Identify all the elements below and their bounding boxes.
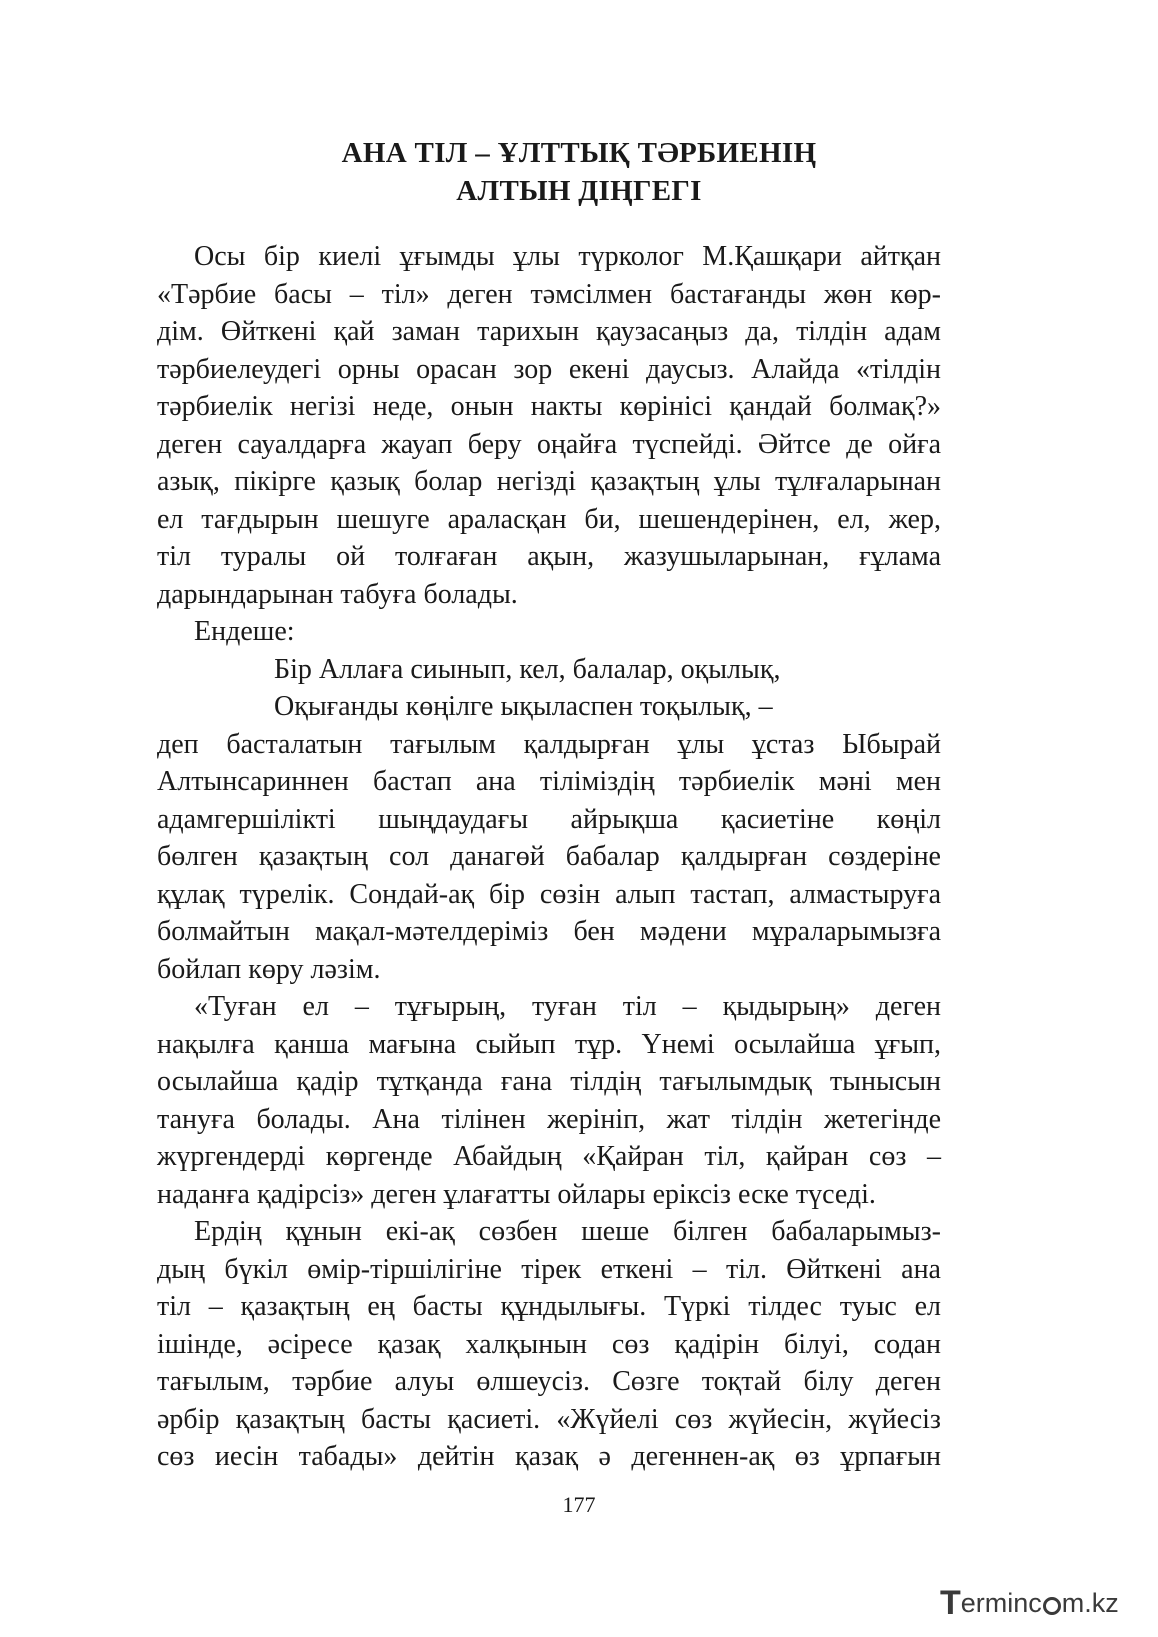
site-watermark [940, 1583, 1150, 1623]
text-line: ел тағдырын шешуге араласқан би, шешендерінен, ел, жер, [157, 503, 941, 535]
text-line: ішінде, әсіресе қазақ халқынын сөз қадірін білуі, содан [157, 1328, 941, 1360]
watermark-text-1: erminc [960, 1588, 1042, 1618]
body-text [157, 238, 941, 1476]
text-line: бойлап көру ләзім. [157, 953, 381, 985]
text-line: жүргендерді көргенде Абайдың «Қайран тіл, қайран сөз – [157, 1141, 941, 1172]
page-number: 177 [562, 1492, 596, 1517]
watermark-o-circle [1043, 1597, 1061, 1615]
text-line: әрбір қазақтың басты қасиеті. «Жүйелі сөз жүйесін, жүйесіз [157, 1403, 941, 1435]
text-line: Ендеше: [194, 616, 295, 647]
chapter-title [0, 134, 1158, 210]
text-line: дың бүкіл өмір-тіршілігіне тірек еткені – тіл. Өйткені ана [157, 1253, 941, 1285]
watermark-initial: T [940, 1584, 961, 1622]
text-line: осылайша қадір тұтқанда ғана тілдің тағылымдық тынысын [157, 1066, 941, 1097]
text-line: адамгершілікті шыңдаудағы айрықша қасиетіне көңіл [157, 803, 941, 835]
poem-line: Оқығанды көңілге ықыласпен тоқылық, – [274, 691, 773, 722]
text-line: дім. Өйткені қай заман тарихын қаузасаңыз да, тілдін адам [157, 316, 941, 347]
text-line: дарындарынан табуға болады. [157, 578, 518, 610]
text-line: деп басталатын тағылым қалдырған ұлы ұстаз Ыбырай [157, 728, 941, 760]
text-line: сөз иесін табады» дейтін қазақ ә дегеннен-ақ өз ұрпағын [157, 1441, 941, 1472]
watermark-text-2: m.kz [1061, 1588, 1119, 1618]
text-line: азық, пікірге қазық болар негізді қазақтың ұлы тұлғаларынан [157, 466, 941, 497]
text-line: тіл туралы ой толғаған ақын, жазушыларынан, ғұлама [157, 541, 941, 572]
text-line: «Тәрбие басы – тіл» деген тәмсілмен бастағанды жөн көр- [157, 278, 941, 310]
text-line: Осы бір киелі ұғымды ұлы түрколог М.Қашқари айтқан [194, 241, 941, 272]
text-line: Ердің құнын екі-ақ сөзбен шеше білген бабаларымыз- [194, 1216, 941, 1247]
chapter-title-line-1: АНА ТІЛ – ҰЛТТЫҚ ТӘРБИЕНІҢ [341, 137, 817, 169]
text-line: тәрбиелеудегі орны орасан зор екені даусыз. Алайда «тілдін [157, 353, 941, 385]
text-line: болмайтын мақал-мәтелдеріміз бен мәдени мұраларымызға [157, 916, 941, 947]
text-line: құлақ түрелік. Сондай-ақ бір сөзін алып тастап, алмастыруға [157, 878, 941, 910]
text-line: тәрбиелік негізі неде, онын накты көрінісі қандай болмақ?» [157, 391, 941, 422]
text-line: бөлген қазақтың сол данагөй бабалар қалдырған сөздеріне [157, 841, 941, 872]
text-line: тағылым, тәрбие алуы өлшеусіз. Сөзге тоқтай білу деген [157, 1366, 941, 1397]
text-line: нақылға қанша мағына сыйып тұр. Үнемі осылайша ұғып, [157, 1028, 941, 1060]
text-line: тануға болады. Ана тілінен жерініп, жат тілдін жетегінде [157, 1103, 941, 1135]
chapter-title-line-2: АЛТЫН ДІҢГЕГІ [456, 175, 702, 207]
text-line: «Туған ел – тұғырың, туған тіл – қыдырың» деген [194, 991, 941, 1022]
text-line: наданға қадірсіз» деген ұлағатты ойлары еріксіз еске түседі. [157, 1178, 876, 1210]
text-line: деген сауалдарға жауап беру оңайға түспейді. Әйтсе де ойға [157, 428, 941, 460]
poem-line: Бір Аллаға сиынып, кел, балалар, оқылық, [274, 653, 781, 685]
text-line: Алтынсариннен бастап ана тіліміздің тәрбиелік мәні мен [157, 766, 941, 797]
text-line: тіл – қазақтың ең басты құндылығы. Түркі тілдес туыс ел [157, 1291, 941, 1322]
